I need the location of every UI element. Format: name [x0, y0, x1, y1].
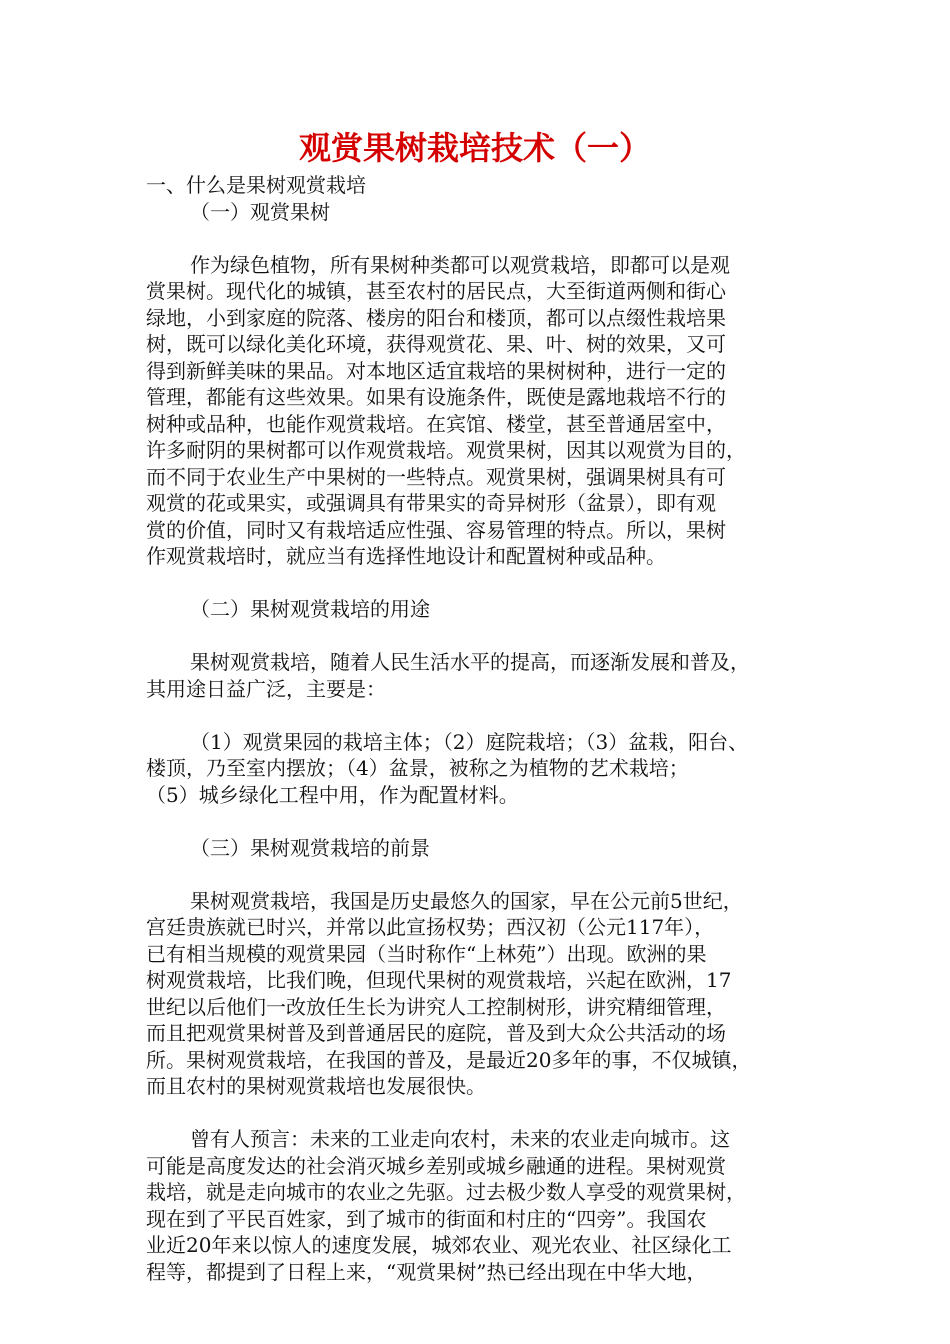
- paragraph-4: [146, 888, 826, 1100]
- text-line: （5）城乡绿化工程中用，作为配置材料。: [146, 782, 519, 807]
- text-line: 赏的价值，同时又有栽培适应性强、容易管理的特点。所以，果树: [146, 517, 726, 542]
- text-line: 而且农村的果树观赏栽培也发展很快。: [146, 1074, 486, 1098]
- section-heading: 一、什么是果树观赏栽培: [146, 173, 366, 197]
- text-line: 曾有人预言：未来的工业走向农村，未来的农业走向城市。这: [190, 1127, 730, 1151]
- text-line: 已有相当规模的观赏果园（当时称作“上林苑”）出现。欧洲的果: [146, 941, 707, 966]
- text-line: 现在到了平民百姓家，到了城市的街面和村庄的“四旁”。我国农: [146, 1206, 707, 1231]
- text-line: 树种或品种，也能作观赏栽培。在宾馆、楼堂，甚至普通居室中，: [146, 411, 726, 436]
- text-line: 其用途日益广泛，主要是：: [146, 676, 386, 701]
- text-line: 可能是高度发达的社会消灭城乡差别或城乡融通的进程。果树观赏: [146, 1153, 726, 1178]
- spacer: [146, 1100, 826, 1127]
- text-line: 栽培，就是走向城市的农业之先驱。过去极少数人享受的观赏果树，: [146, 1180, 746, 1204]
- text-line: 树观赏栽培，比我们晚，但现代果树的观赏栽培，兴起在欧洲，17: [146, 968, 732, 992]
- text-line: 树，既可以绿化美化环境，获得观赏花、果、叶、树的效果，又可: [146, 332, 726, 356]
- text-line: 管理，都能有这些效果。如果有设施条件，既使是露地栽培不行的: [146, 385, 726, 409]
- paragraph-3: [146, 729, 826, 809]
- text-line: 赏果树。现代化的城镇，甚至农村的居民点，大至街道两侧和街心: [146, 279, 726, 303]
- paragraph-1: [146, 252, 826, 570]
- document-title: 观赏果树栽培技术（一）: [298, 129, 651, 167]
- text-line: 而且把观赏果树普及到普通居民的庭院，普及到大众公共活动的场: [146, 1021, 726, 1045]
- spacer: [146, 623, 826, 650]
- text-line: 楼顶，乃至室内摆放；（4）盆景，被称之为植物的艺术栽培；: [146, 756, 689, 780]
- spacer: [146, 702, 826, 729]
- text-line: 果树观赏栽培，我国是历史最悠久的国家，早在公元前5世纪，: [190, 888, 743, 913]
- paragraph-2: [146, 649, 826, 702]
- paragraph-5: [146, 1126, 826, 1285]
- text-line: 所。果树观赏栽培，在我国的普及，是最近20多年的事，不仅城镇，: [146, 1047, 752, 1072]
- text-line: 作为绿色植物，所有果树种类都可以观赏栽培，即都可以是观: [190, 252, 730, 277]
- spacer: [146, 861, 826, 888]
- text-line: 果树观赏栽培，随着人民生活水平的提高，而逐渐发展和普及，: [190, 650, 750, 674]
- text-line: 世纪以后他们一改放任生长为讲究人工控制树形，讲究精细管理，: [146, 994, 726, 1019]
- spacer: [146, 225, 826, 252]
- text-line: 而不同于农业生产中果树的一些特点。观赏果树，强调果树具有可: [146, 464, 726, 489]
- text-line: 得到新鲜美味的果品。对本地区适宜栽培的果树树种，进行一定的: [146, 358, 726, 383]
- subsection-heading-prospects: （三）果树观赏栽培的前景: [190, 835, 430, 860]
- text-line: （1）观赏果园的栽培主体；（2）庭院栽培；（3）盆栽，阳台、: [190, 729, 749, 754]
- text-line: 业近20年来以惊人的速度发展，城郊农业、观光农业、社区绿化工: [146, 1233, 732, 1257]
- subsection-heading-ornamental-fruit-trees: （一）观赏果树: [190, 199, 330, 224]
- text-line: 宫廷贵族就已时兴，并常以此宣扬权势；西汉初（公元117年），: [146, 915, 715, 939]
- text-line: 观赏的花或果实，或强调具有带果实的奇异树形（盆景），即有观: [146, 491, 716, 515]
- text-line: 程等，都提到了日程上来，“观赏果树”热已经出现在中华大地，: [146, 1259, 707, 1284]
- spacer: [146, 570, 826, 597]
- text-line: 绿地，小到家庭的院落、楼房的阳台和楼顶，都可以点缀性栽培果: [146, 305, 726, 330]
- text-line: 许多耐阴的果树都可以作观赏栽培。观赏果树，因其以观赏为目的，: [146, 438, 746, 462]
- spacer: [146, 808, 826, 835]
- subsection-heading-uses: （二）果树观赏栽培的用途: [190, 597, 430, 621]
- text-line: 作观赏栽培时，就应当有选择性地设计和配置树种或品种。: [146, 544, 666, 568]
- document-body: [146, 172, 826, 1285]
